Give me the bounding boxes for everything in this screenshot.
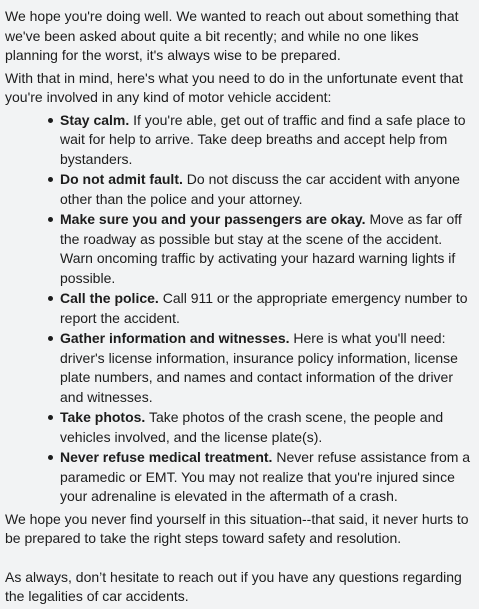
list-item (60, 329, 473, 407)
tip-title: Call the police. (60, 290, 159, 306)
tip-text: Never refuse assistance from a paramedic or EMT. You may not realize that you're injured since your adrenaline is elevated in the aftermath of a crash. (60, 449, 471, 504)
intro-paragraph-2: With that in mind, here's what you need to do in the unfortunate event that you're involved in any kind of motor vehicle accident: (5, 69, 463, 105)
list-item (60, 210, 473, 288)
final-paragraph: As always, don’t hesitate to reach out if you have any questions regarding the legalities of car accidents. (5, 568, 462, 604)
tip-title: Never refuse medical treatment. (60, 449, 273, 465)
tip-text: Move as far off the roadway as possible but stay at the scene of the accident. Warn oncoming traffic by activating your hazard warning lights if possible. (60, 211, 462, 286)
tip-text: If you're able, get out of traffic and find a safe place to wait for help to arrive. Take deep breaths and accept help from bystanders. (60, 111, 466, 167)
accident-tips-list (5, 111, 473, 507)
closing-paragraph: We hope you never find yourself in this situation--that said, it never hurts to be prepared to take the right steps toward safety and resolution. (5, 510, 469, 546)
tip-title: Make sure you and your passengers are okay. (60, 211, 366, 227)
intro-paragraph: We hope you're doing well. We wanted to reach out about something that we've been asked about quite a bit recently; and while no one likes planning for the worst, it's always wise to be prepared. (5, 8, 459, 63)
list-item (60, 448, 473, 507)
tip-title: Gather information and witnesses. (60, 330, 290, 346)
tip-text: Do not discuss the car accident with anyone other than the police and your attorney. (60, 171, 460, 207)
list-item (60, 408, 473, 447)
tip-title: Take photos. (60, 409, 146, 425)
list-item (60, 289, 473, 328)
list-item (60, 170, 473, 209)
tip-text: Call 911 or the appropriate emergency number to report the accident. (60, 290, 468, 326)
tip-text: Here is what you'll need: driver's license information, insurance policy information, license plate numbers, and names and contact information of the driver and witnesses. (60, 330, 458, 405)
tip-title: Do not admit fault. (60, 171, 183, 187)
list-item (60, 111, 473, 170)
tip-title: Stay calm. (60, 111, 130, 128)
tip-text: Take photos of the crash scene, the people and vehicles involved, and the license plate(s). (60, 409, 444, 445)
